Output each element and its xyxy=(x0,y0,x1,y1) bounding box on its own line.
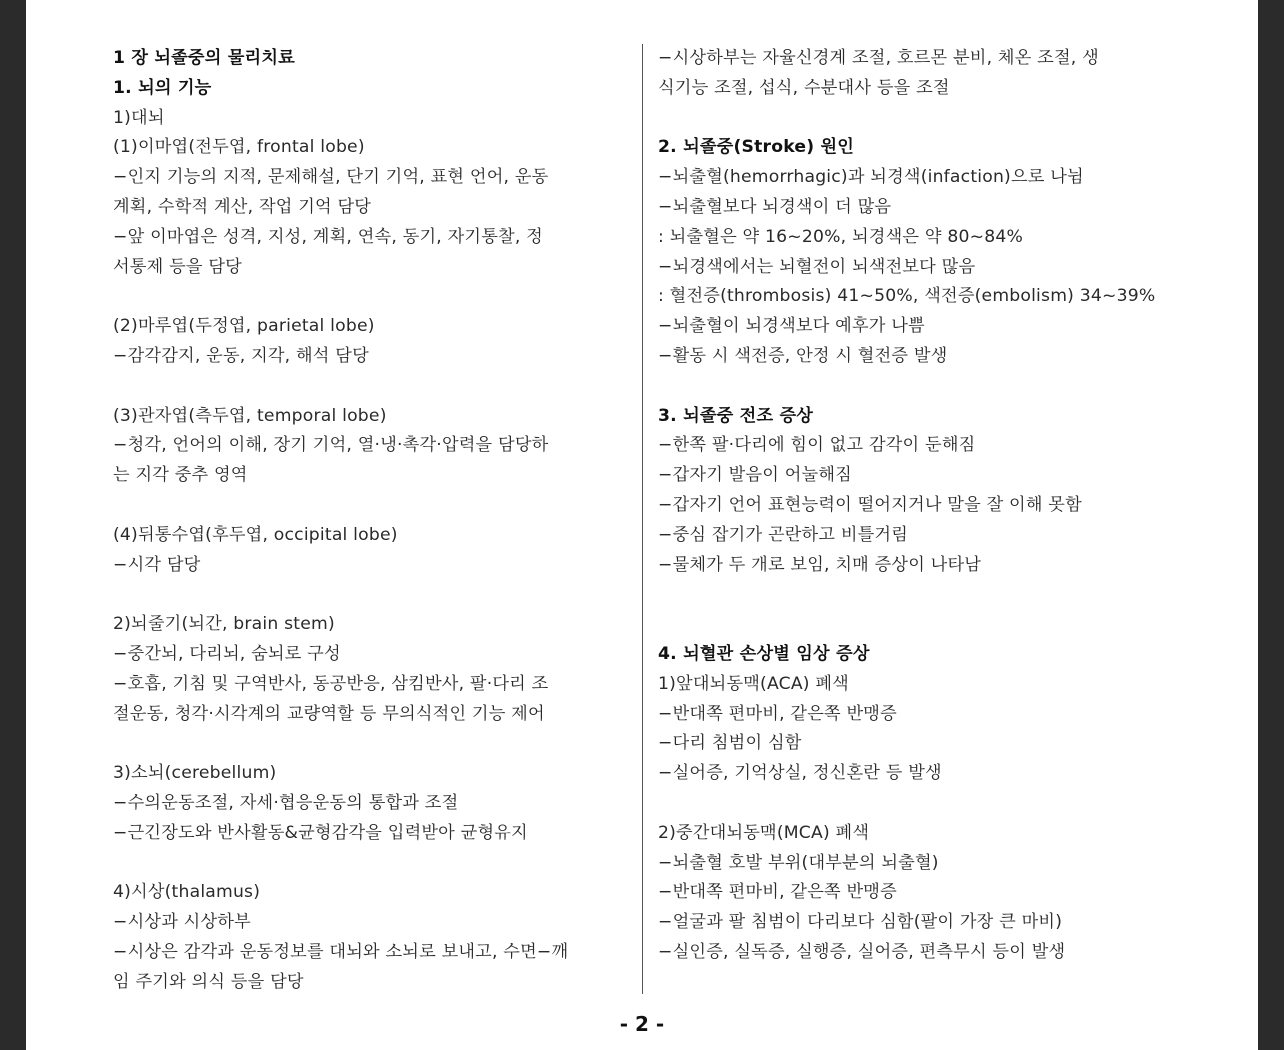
text-line: 1)앞대뇌동맥(ACA) 폐색 xyxy=(658,673,849,694)
page-number: - 2 - xyxy=(619,1012,665,1036)
blank-line xyxy=(113,729,633,759)
text-line: 1)대뇌 xyxy=(113,107,165,128)
section-heading: 2. 뇌졸중(Stroke) 원인 xyxy=(658,137,855,158)
text-line: 절운동, 청각·시각계의 교량역할 등 무의식적인 기능 제어 xyxy=(113,703,545,724)
text-line: 2)뇌줄기(뇌간, brain stem) xyxy=(113,614,335,635)
text-line: −반대쪽 편마비, 같은쪽 반맹증 xyxy=(658,882,897,903)
text-line: −뇌출혈(hemorrhagic)과 뇌경색(infaction)으로 나뉨 xyxy=(658,167,1084,188)
text-line: (2)마루엽(두정엽, parietal lobe) xyxy=(113,316,375,337)
right-column xyxy=(658,44,1198,968)
text-line: −물체가 두 개로 보임, 치매 증상이 나타남 xyxy=(658,554,982,575)
blank-line xyxy=(113,372,633,402)
text-line: −활동 시 색전증, 안정 시 혈전증 발생 xyxy=(658,345,948,366)
blank-line xyxy=(113,282,633,312)
text-line: −갑자기 언어 표현능력이 떨어지거나 말을 잘 이해 못함 xyxy=(658,494,1082,515)
blank-line xyxy=(113,849,633,879)
blank-line xyxy=(658,580,1198,610)
column-divider xyxy=(642,44,643,994)
text-line: −실인증, 실독증, 실행증, 실어증, 편측무시 등이 발생 xyxy=(658,941,1066,962)
text-line: −청각, 언어의 이해, 장기 기억, 열·냉·촉각·압력을 담당하 xyxy=(113,435,549,456)
text-line: −뇌출혈 호발 부위(대부분의 뇌출혈) xyxy=(658,852,939,873)
text-line: −시각 담당 xyxy=(113,554,201,575)
text-line: −반대쪽 편마비, 같은쪽 반맹증 xyxy=(658,703,897,724)
text-line: −호흡, 기침 및 구역반사, 동공반응, 삼킴반사, 팔·다리 조 xyxy=(113,673,549,694)
text-line: −뇌출혈이 뇌경색보다 예후가 나쁨 xyxy=(658,316,925,337)
text-line: −다리 침범이 심함 xyxy=(658,733,802,754)
section-heading: 4. 뇌혈관 손상별 임상 증상 xyxy=(658,643,870,664)
text-line: −시상은 감각과 운동정보를 대뇌와 소뇌로 보내고, 수면−깨 xyxy=(113,941,569,962)
blank-line xyxy=(658,104,1198,134)
section-heading: 1. 뇌의 기능 xyxy=(113,77,212,98)
blank-line xyxy=(113,580,633,610)
text-line: : 뇌출혈은 약 16~20%, 뇌경색은 약 80~84% xyxy=(658,226,1024,247)
text-line: : 혈전증(thrombosis) 41~50%, 색전증(embolism) 34~39% xyxy=(658,286,1156,307)
text-line: −얼굴과 팔 침범이 다리보다 심함(팔이 가장 큰 마비) xyxy=(658,912,1063,933)
text-line: −인지 기능의 지적, 문제해설, 단기 기억, 표현 언어, 운동 xyxy=(113,167,549,188)
text-line: −앞 이마엽은 성격, 지성, 계획, 연속, 동기, 자기통찰, 정 xyxy=(113,226,543,247)
text-line: −갑자기 발음이 어눌해짐 xyxy=(658,465,852,486)
text-line: −뇌경색에서는 뇌혈전이 뇌색전보다 많음 xyxy=(658,256,976,277)
text-line: (3)관자엽(측두엽, temporal lobe) xyxy=(113,405,387,426)
text-line: −한쪽 팔·다리에 힘이 없고 감각이 둔해짐 xyxy=(658,435,976,456)
text-line: −중심 잡기가 곤란하고 비틀거림 xyxy=(658,524,909,545)
text-line: −감각감지, 운동, 지각, 해석 담당 xyxy=(113,345,369,366)
text-line: (1)이마엽(전두엽, frontal lobe) xyxy=(113,137,365,158)
text-line: (4)뒤통수엽(후두엽, occipital lobe) xyxy=(113,524,398,545)
text-line: 2)중간대뇌동맥(MCA) 폐색 xyxy=(658,822,870,843)
section-heading: 3. 뇌졸중 전조 증상 xyxy=(658,405,814,426)
text-line: −뇌출혈보다 뇌경색이 더 많음 xyxy=(658,196,892,217)
text-line: −실어증, 기억상실, 정신혼란 등 발생 xyxy=(658,763,942,784)
blank-line xyxy=(113,491,633,521)
text-line: 는 지각 중추 영역 xyxy=(113,465,248,486)
section-heading: 1 장 뇌졸중의 물리치료 xyxy=(113,48,295,68)
text-line: −수의운동조절, 자세·협응운동의 통합과 조절 xyxy=(113,792,459,813)
blank-line xyxy=(658,372,1198,402)
blank-line xyxy=(658,610,1198,640)
text-line: −중간뇌, 다리뇌, 숨뇌로 구성 xyxy=(113,643,341,664)
left-column xyxy=(113,44,633,998)
text-line: 임 주기와 의식 등을 담당 xyxy=(113,971,304,992)
document-page xyxy=(26,0,1258,1050)
text-line: 서통제 등을 담당 xyxy=(113,256,242,277)
text-line: 계획, 수학적 계산, 작업 기억 담당 xyxy=(113,196,372,217)
text-line: −시상과 시상하부 xyxy=(113,912,251,933)
blank-line xyxy=(658,789,1198,819)
text-line: 식기능 조절, 섭식, 수분대사 등을 조절 xyxy=(658,77,950,98)
text-line: −근긴장도와 반사활동&균형감각을 입력받아 균형유지 xyxy=(113,822,528,843)
text-line: 3)소뇌(cerebellum) xyxy=(113,763,277,784)
text-line: −시상하부는 자율신경계 조절, 호르몬 분비, 체온 조절, 생 xyxy=(658,48,1099,68)
text-line: 4)시상(thalamus) xyxy=(113,882,261,903)
